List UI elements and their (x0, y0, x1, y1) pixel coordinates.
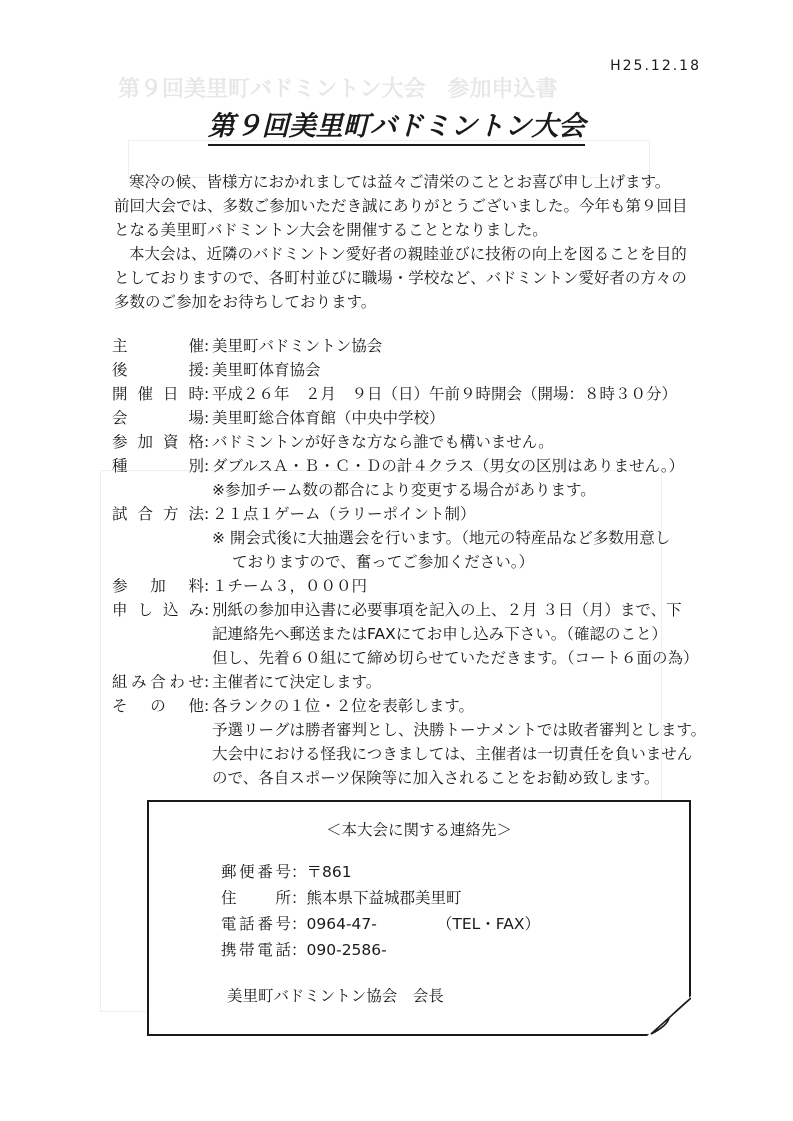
detail-value: 美里町バドミントン協会 (212, 337, 383, 355)
detail-label: 参加資格 (112, 433, 204, 451)
document-title (0, 104, 793, 143)
detail-note: ておりますので、奮ってご参加ください。） (232, 553, 534, 571)
detail-continuation: 予選リーグは勝者審判とし、決勝トーナメントでは敗者審判とします。 (212, 721, 707, 739)
detail-value: バドミントンが好きな方なら誰でも構いません。 (212, 433, 554, 451)
contact-mobile: 携帯電話：090-2586- (221, 938, 387, 960)
organization-name: 美里町バドミントン協会 会長 (227, 987, 444, 1005)
detail-label: 申し込み (112, 601, 204, 619)
detail-value: １チーム３，０００円 (212, 577, 368, 595)
detail-continuation: 大会中における怪我につきましては、主催者は一切責任を負いません (212, 745, 693, 763)
detail-note: ※参加チーム数の都合により変更する場合があります。 (212, 481, 596, 499)
contact-value: 0964-47- (306, 915, 377, 933)
detail-row-format: 試合方法 : ２１点１ゲーム（ラリーポイント制） (112, 502, 712, 526)
redaction-block (377, 916, 437, 934)
detail-note: ※ 開会式後に大抽選会を行います。（地元の特産品など多数用意し (212, 529, 671, 547)
contact-label: 郵便番号 (221, 863, 291, 881)
contact-label: 住 所 (221, 889, 291, 907)
contact-postal: 郵便番号：〒861 (221, 860, 352, 882)
contact-organization (227, 984, 444, 1006)
detail-value: 別紙の参加申込書に必要事項を記入の上、２月 ３日（月）まで、下 (212, 601, 682, 619)
detail-continuation: 但し、先着６０組にて締め切らせていただきます。（コート６面の為） (212, 649, 699, 667)
detail-label: 開催日時 (112, 385, 204, 403)
bleed-through-text: 第９回美里町バドミントン大会 参加申込書 (118, 77, 558, 102)
detail-value: 各ランクの１位・２位を表彰します。 (212, 697, 474, 715)
detail-label: 後 援 (112, 361, 204, 379)
intro-line: としておりますので、各町村並びに職場・学校など、バドミントン愛好者の方々の (114, 269, 687, 287)
contact-value: 〒861 (306, 863, 352, 881)
contact-value: 090-2586- (306, 941, 387, 959)
contact-phone: 電話番号：0964-47- （TEL・FAX） (221, 912, 540, 934)
contact-label: 電話番号 (221, 915, 291, 933)
contact-address: 住 所：熊本県下益城郡美里町 (221, 886, 572, 908)
event-details (112, 334, 712, 790)
contact-label: 携帯電話 (221, 941, 291, 959)
detail-label: 組み合わせ (112, 673, 204, 691)
detail-row-eligibility: 参加資格 : バドミントンが好きな方なら誰でも構いません。 (112, 430, 712, 454)
detail-value: 美里町体育協会 (212, 361, 321, 379)
detail-row-datetime: 開催日時 : 平成２６年 ２月 ９日（日）午前９時開会（開場：８時３０分） (112, 382, 712, 406)
title-text: 第９回美里町バドミントン大会 (208, 111, 585, 146)
intro-line: となる美里町バドミントン大会を開催することとなりました。 (114, 221, 548, 239)
detail-value: ダブルスＡ・Ｂ・Ｃ・Ｄの計４クラス（男女の区別はありません。） (212, 457, 685, 475)
detail-label: 試合方法 (112, 505, 204, 523)
intro-line: 多数のご参加をお待ちしております。 (114, 293, 377, 311)
detail-row-pairing: 組み合わせ : 主催者にて決定します。 (112, 670, 712, 694)
redaction-block (462, 890, 572, 908)
detail-label: 会 場 (112, 409, 204, 427)
intro-line: 前回大会では、多数ご参加いただき誠にありがとうございました。今年も第９回目 (114, 197, 688, 215)
detail-row-organizer: 主 催 : 美里町バドミントン協会 (112, 334, 712, 358)
intro-paragraph-1 (114, 170, 704, 242)
intro-paragraph-2 (114, 242, 704, 314)
detail-continuation: 記連絡先へ郵送またはFAXにてお申し込み下さい。（確認のこと） (212, 625, 667, 643)
detail-label: 参加料 (112, 577, 204, 595)
intro-line: 寒冷の候、皆様方におかれましては益々ご清栄のこととお喜び申し上げます。 (129, 173, 671, 191)
detail-value: 平成２６年 ２月 ９日（日）午前９時開会（開場：８時３０分） (212, 385, 678, 403)
detail-continuation: ので、各自スポーツ保険等に加入されることをお勧め致します。 (212, 769, 660, 787)
contact-value: 熊本県下益城郡美里町 (306, 889, 462, 907)
detail-value: 主催者にて決定します。 (212, 673, 382, 691)
detail-row-application: 申し込み : 別紙の参加申込書に必要事項を記入の上、２月 ３日（月）まで、下 (112, 598, 712, 622)
document-date: H25.12.18 (610, 58, 701, 74)
detail-row-venue: 会 場 : 美里町総合体育館（中央中学校） (112, 406, 712, 430)
intro-line: 本大会は、近隣のバドミントン愛好者の親睦並びに技術の向上を図ることを目的 (129, 245, 687, 263)
detail-label: 主 催 (112, 337, 204, 355)
detail-row-fee: 参加料 : １チーム３，０００円 (112, 574, 712, 598)
contact-phone-suffix: （TEL・FAX） (436, 915, 540, 933)
detail-value: 美里町総合体育館（中央中学校） (212, 409, 445, 427)
contact-box (147, 800, 691, 1036)
detail-row-category: 種 別 : ダブルスＡ・Ｂ・Ｃ・Ｄの計４クラス（男女の区別はありません。） (112, 454, 712, 478)
detail-label: そ の 他 (112, 697, 204, 715)
page-curl-icon (647, 996, 691, 1036)
contact-heading: ＜本大会に関する連絡先＞ (325, 821, 512, 839)
detail-label: 種 別 (112, 457, 204, 475)
detail-row-sponsor: 後 援 : 美里町体育協会 (112, 358, 712, 382)
detail-row-other: そ の 他 : 各ランクの１位・２位を表彰します。 (112, 694, 712, 718)
detail-value: ２１点１ゲーム（ラリーポイント制） (212, 505, 476, 523)
